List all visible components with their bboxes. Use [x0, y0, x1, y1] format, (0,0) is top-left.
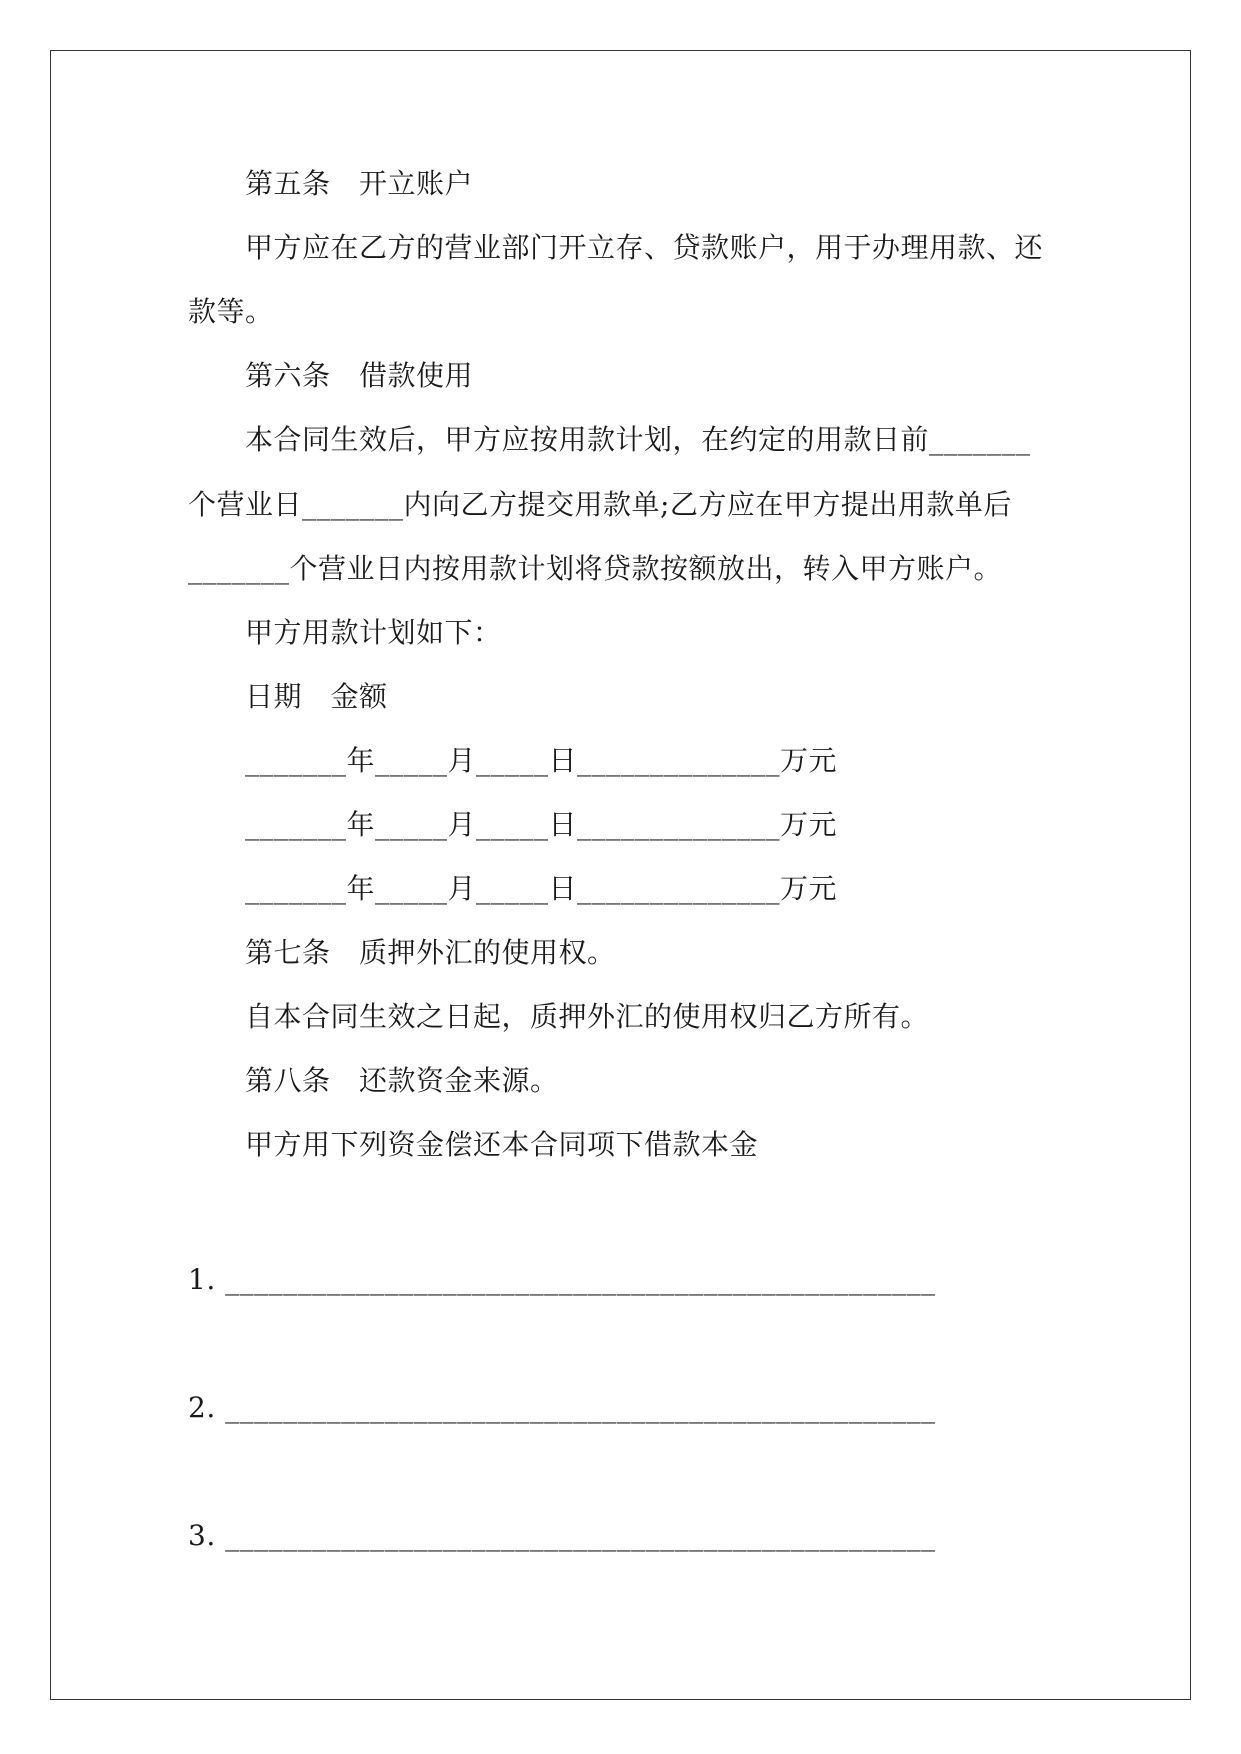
plan-table-header: 日期 金额 [245, 680, 388, 713]
plan-intro: 甲方用款计划如下： [245, 616, 502, 649]
plan-row-3: _______年_____月_____日______________万元 [245, 872, 838, 905]
article-7-body: 自本合同生效之日起，质押外汇的使用权归乙方所有。 [245, 1000, 930, 1033]
plan-row-1: _______年_____月_____日______________万元 [245, 744, 838, 777]
source-item-3: 3. _________________________________________________ [188, 1519, 936, 1552]
article-5-heading: 第五条 开立账户 [245, 167, 474, 200]
article-6-heading: 第六条 借款使用 [245, 359, 474, 392]
plan-row-2: _______年_____月_____日______________万元 [245, 808, 838, 841]
article-8-heading: 第八条 还款资金来源。 [245, 1064, 559, 1097]
article-8-body: 甲方用下列资金偿还本合同项下借款本金 [245, 1128, 759, 1161]
source-item-2: 2. _________________________________________________ [188, 1391, 936, 1424]
article-6-body-line-2: 个营业日_______内向乙方提交用款单;乙方应在甲方提出用款单后 [188, 488, 1012, 521]
article-6-body-line-1: 本合同生效后，甲方应按用款计划，在约定的用款日前_______ [245, 423, 1031, 456]
article-6-body-line-3: _______个营业日内按用款计划将贷款按额放出，转入甲方账户。 [188, 552, 1003, 585]
article-7-heading: 第七条 质押外汇的使用权。 [245, 936, 616, 969]
article-5-body-line-1: 甲方应在乙方的营业部门开立存、贷款账户，用于办理用款、还 [245, 231, 1044, 264]
source-item-1: 1. _________________________________________________ [188, 1263, 936, 1296]
article-5-body-line-2: 款等。 [188, 295, 274, 328]
